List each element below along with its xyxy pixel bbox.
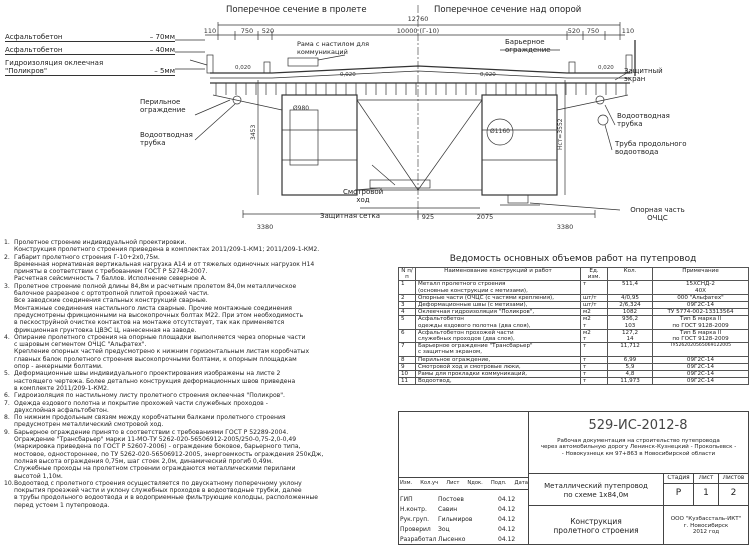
cell-name: Водоотвод, — [416, 378, 581, 385]
table-row — [399, 329, 749, 342]
note-number: 4. — [4, 333, 10, 341]
dim-bottom-4: 2075 — [476, 213, 494, 221]
note-item — [4, 254, 396, 283]
cell-name: Опорные части (ОЧЦС (с частями крепления), — [416, 294, 581, 301]
cell-unit: т — [581, 378, 608, 385]
column-header: Наименование конструкций и работ — [416, 268, 581, 281]
label-bearing: Опорная часть ОЧЦС — [630, 206, 685, 222]
note-text: По нижним продольным связям между коробчатыми балками пролетного строения предусмотрен металлический смотровой ход. — [14, 414, 286, 429]
person-name: Зоц — [438, 526, 450, 533]
cell-note: 09Г2С-14 — [653, 356, 749, 363]
sheets-value: 2 — [730, 488, 737, 498]
note-text: Одежда ездового полотна и покрытие прохожей части служебных проходов - двухслойная асфальтобетон. — [14, 399, 268, 414]
note-item — [4, 334, 396, 370]
table-header-row — [399, 268, 749, 281]
layer-value: – 70мм — [149, 33, 175, 41]
dim-top-1: 110 — [203, 27, 217, 35]
dim-height-1: 3453 — [250, 124, 257, 140]
cell-name: Металл пролетного строения (основные конструкции с метизами), — [416, 281, 581, 294]
cell-note: Тип Б марка II по ГОСТ 9128-2009 — [653, 329, 749, 342]
cell-qty: 4/0,95 — [608, 294, 653, 301]
sign-date: 04.12 — [498, 506, 516, 513]
volumes-table — [398, 267, 749, 385]
cell-note: 09Г2С-14 — [653, 378, 749, 385]
dim-bottom-1: 3380 — [256, 223, 274, 231]
layer-value: – 40мм — [149, 46, 175, 54]
cell-n: 10 — [399, 371, 416, 378]
note-item — [4, 480, 396, 509]
label-barrier: Барьерное ограждение — [505, 38, 551, 54]
cell-unit: т — [581, 356, 608, 363]
label-long-pipe: Труба продольного водоотвода — [615, 140, 687, 156]
general-notes — [4, 239, 396, 509]
cell-note: 15ХСНД-2 40Х — [653, 281, 749, 294]
signature-row — [400, 505, 528, 515]
note-number: 8. — [4, 414, 10, 422]
cell-qty: 936,2 103 — [608, 316, 653, 329]
signature-rows — [400, 495, 528, 545]
slope-1: 0,020 — [235, 65, 251, 71]
slope-4: 0,020 — [598, 65, 614, 71]
layer-value: – 5мм — [154, 67, 175, 75]
cell-note: ТУ 5774-002-13313564 — [653, 309, 749, 316]
cell-n: 1 — [399, 281, 416, 294]
slope-2: 0,020 — [340, 72, 356, 78]
table-row — [399, 343, 749, 356]
role: Проверил — [400, 526, 431, 533]
label-screen: Защитный экран — [624, 67, 663, 83]
note-text: Пролетное строение полной длины 84,8м и расчетным пролетом 84,0м металлическое балочное разрезное с ортотропной плитой проезжей части. Все заводские соединения стальных конструкций сварные. Монтажные соединения настильного листа сварные. Прочие монтажные соединения предусмотрены фрикционными на высокопрочных болтах М22. При этом необходимость в пескоструйной очистке контактов на монтаже отсутствует, так как применяется фрикционная грунтовка ЦВЭС Ц, нанесенная на заводе. — [14, 282, 304, 334]
cell-unit: т — [581, 281, 608, 294]
cell-name: Смотровой ход и смотровые люки, — [416, 363, 581, 370]
note-text: Барьерное ограждение принято в соответствии с требованиями ГОСТ Р 52289-2004. Ограждение "Трансбарьер" марки 11-МО-ТУ 5262-020-56506912-2005/250-0,75-2,0-0,49 (маркировка приведена по ГОСТ Р 52607-2006) - ограждение боковое, барьерного типа, мостовое, одностороннее, по ТУ 5262-020-56506912-2005, энергоемкость ограждения 250кДж, полная высота ограждения 0,75м, шаг стоек 2,0м, динамический прогиб 0,49м. Служебные проходы на пролетном строении ограждаются металлическими перилами высотой 1,10м. — [14, 428, 324, 480]
layer-name: Асфальтобетон — [5, 46, 63, 54]
note-number: 10. — [4, 479, 14, 487]
cell-name: Асфальтобетон одежды ездового полотна (два слоя), — [416, 316, 581, 329]
cell-note: 09Г2С-14 — [653, 371, 749, 378]
cell-unit: м2 — [581, 309, 608, 316]
sheet-title: Конструкция пролетного строения — [553, 517, 639, 535]
slope-3: 0,020 — [480, 72, 496, 78]
sheets-label: Листов — [722, 475, 745, 481]
note-item — [4, 414, 396, 429]
col-list: Лист — [446, 480, 460, 486]
person-name: Постоев — [438, 496, 464, 503]
label-drain-pipe-right: Водоотводная трубка — [617, 112, 670, 128]
person-name: Гильмиров — [438, 516, 473, 523]
table-row — [399, 356, 749, 363]
cell-unit: м2 т — [581, 329, 608, 342]
cell-qty: 6,99 — [608, 356, 653, 363]
note-item — [4, 392, 396, 399]
cell-qty: 4,8 — [608, 371, 653, 378]
label-inspection: Смотровой ход — [343, 188, 384, 204]
cell-qty: 511,4 — [608, 281, 653, 294]
title-support: Поперечное сечение над опорой — [434, 5, 582, 15]
organization: ООО "Кузбассталь-ИКТ" г. Новосибирск 2012 год — [670, 516, 742, 536]
dim-top-6: 750 — [586, 27, 600, 35]
col-podp: Подп. — [490, 480, 507, 486]
dim-bottom-3: 925 — [421, 213, 435, 221]
note-text: Пролетное строение индивидуальной проектировки. Конструкция пролетного строения приведена в комплектах 2011/209-1-КМ1; 2011/209-1-КМ2. — [14, 239, 320, 254]
project-description: Рабочая документация на строительство путепровода через автомобильную дорогу Ленинск-Кузнецкий - Прокопьевск - - Новокузнецк км 97+863 в Новосибирской области — [540, 438, 737, 457]
cell-name: Барьерное ограждение "Трансбарьер" с защитным экраном, — [416, 343, 581, 356]
sign-date: 04.12 — [498, 496, 516, 503]
note-number: 9. — [4, 428, 10, 436]
cell-unit: шт/т — [581, 302, 608, 309]
dim-top-7: 110 — [621, 27, 635, 35]
stage-value: Р — [675, 488, 682, 498]
cell-qty: 11,712 — [608, 343, 653, 356]
cell-unit: т — [581, 371, 608, 378]
note-item — [4, 283, 396, 334]
signature-row — [400, 525, 528, 535]
role: ГИП — [400, 496, 413, 503]
cell-note: Тип Б марка II по ГОСТ 9128-2009 — [653, 316, 749, 329]
stage-label: Стадия — [667, 475, 690, 481]
cell-name: Асфальтобетон прохожей части служебных проходов (два слоя), — [416, 329, 581, 342]
person-name: Савин — [438, 506, 458, 513]
overall-dim: 12760 — [407, 15, 429, 23]
col-koluch: Кол.уч — [420, 480, 439, 486]
sign-date: 04.12 — [498, 536, 516, 543]
note-item — [4, 239, 396, 254]
layers-legend — [5, 33, 175, 76]
table-row — [399, 294, 749, 301]
sheet-label: Лист — [698, 475, 714, 481]
signature-row — [400, 535, 528, 545]
note-number: 5. — [4, 370, 10, 378]
layer-row — [5, 33, 175, 42]
cell-n: 11 — [399, 378, 416, 385]
cell-qty: 5,9 — [608, 363, 653, 370]
note-item — [4, 400, 396, 415]
note-text: Деформационные швы индивидуального проектирования изображены на листе 2 настоящего чертежа. Более детально конструкция деформационных швов приведена в комплекте 2011/209-1-КМ2. — [14, 370, 296, 392]
column-header: Примечание — [653, 268, 749, 281]
layer-row — [5, 59, 175, 76]
person-name: Лысенко — [438, 536, 466, 543]
note-number: 6. — [4, 392, 10, 400]
cell-note: 000 "Альфатех" — [653, 294, 749, 301]
cell-unit: м2 т — [581, 316, 608, 329]
cell-qty: 1082 — [608, 309, 653, 316]
layer-name: Гидроизоляция оклеечная "Поликров" — [5, 59, 104, 75]
note-text: Габарит пролетного строения Г-10+2х0,75м. Временная нормативная вертикальная нагрузка А14 и от тяжелых одиночных нагрузок Н14 приняты в соответствии с требованием ГОСТ Р 52748-2007. Расчетная сейсмичность 7 баллов. Исполнение северное А. — [14, 253, 315, 283]
dim-bottom-2: 3380 — [556, 223, 574, 231]
col-data: Дата — [514, 480, 528, 486]
cell-n: 7 — [399, 343, 416, 356]
cell-note: 09Г2С-14 — [653, 363, 749, 370]
label-railing: Перильное ограждение — [140, 98, 186, 114]
column-header: Кол. — [608, 268, 653, 281]
table-row — [399, 316, 749, 329]
cell-qty: 127,2 14 — [608, 329, 653, 342]
cell-qty: 2/6,324 — [608, 302, 653, 309]
note-text: Водоотвод с пролетного строения осуществляется по двускатному поперечному уклону покрытия проезжей части и уклону служебных проходов в водоотводные трубки, далее в трубы продольного водоотвода и в водоприемные фильтрующие колодцы, расположенные перед устоем 1 путепровода. — [14, 479, 319, 509]
cell-n: 3 — [399, 302, 416, 309]
note-number: 2. — [4, 253, 10, 261]
cell-n: 5 — [399, 316, 416, 329]
cell-name: Перильное ограждение, — [416, 356, 581, 363]
title-span: Поперечное сечение в пролете — [226, 5, 367, 15]
note-number: 7. — [4, 399, 10, 407]
cell-unit: шт/т — [581, 294, 608, 301]
table-row — [399, 363, 749, 370]
sign-date: 04.12 — [498, 526, 516, 533]
table-row — [399, 281, 749, 294]
cell-n: 4 — [399, 309, 416, 316]
cell-unit: т — [581, 363, 608, 370]
table-row — [399, 371, 749, 378]
column-header: Ед. изм. — [581, 268, 608, 281]
cell-n: 9 — [399, 363, 416, 370]
sign-date: 04.12 — [498, 516, 516, 523]
table-row — [399, 302, 749, 309]
layer-name: Асфальтобетон — [5, 33, 63, 41]
cell-name: Оклеечная гидроизоляция "Поликров", — [416, 309, 581, 316]
table-row — [399, 378, 749, 385]
dim-top-2: 750 — [240, 27, 254, 35]
sheet-value: 1 — [703, 488, 709, 498]
col-izm: Изм. — [400, 480, 413, 486]
object-title: Металлический путепровод по схеме 1х84,0м — [544, 482, 648, 499]
cell-name: Деформационные швы (с метизами), — [416, 302, 581, 309]
note-text: Опирание пролетного строения на опорные площадки выполняется через опорные части с шаровым сегментом ОЧЦС "Альфатех". Крепление опорных частей предусмотрено к нижним горизонтальным листам коробчатых главных балок пролетного строения высокопрочными болтами, к опорным площадкам опор - анкерными болтами. — [14, 333, 310, 371]
cell-note: 09Г2С-14 — [653, 302, 749, 309]
note-number: 3. — [4, 282, 10, 290]
note-text: Гидроизоляция по настильному листу пролетного строения оклеечная "Поликров". — [14, 392, 285, 400]
dim-d2: Ø1160 — [490, 128, 510, 135]
cell-qty: 11,973 — [608, 378, 653, 385]
layer-row — [5, 46, 175, 55]
note-item — [4, 370, 396, 392]
stamp-header-row — [400, 480, 528, 486]
role: Разработал — [400, 536, 437, 543]
col-ndok: Nдок. — [467, 480, 483, 486]
note-item — [4, 429, 396, 480]
drawing-code: 529-ИС-2012-8 — [588, 419, 688, 433]
cell-note: ТУ5262020565069122005 — [653, 343, 749, 356]
cell-n: 8 — [399, 356, 416, 363]
label-rama: Рама с настилом для коммуникаций — [297, 40, 369, 56]
title-block — [398, 411, 749, 545]
dim-top-5: 520 — [567, 27, 581, 35]
volumes-title: Ведомость основных объемов работ на путепровод — [449, 254, 697, 264]
signature-row — [400, 495, 528, 505]
cell-n: 6 — [399, 329, 416, 342]
column-header: N п/п — [399, 268, 416, 281]
role: Рук.груп. — [400, 516, 430, 523]
dim-d1: Ø980 — [292, 105, 310, 112]
dim-top-3: 520 — [261, 27, 275, 35]
label-mesh: Защитная сетка — [320, 212, 381, 220]
signature-row — [400, 515, 528, 525]
cell-name: Рамы для прокладки коммуникаций, — [416, 371, 581, 378]
note-number: 1. — [4, 239, 10, 246]
role: Н.контр. — [400, 506, 427, 513]
table-row — [399, 309, 749, 316]
dim-height-2: Нст=3552 — [557, 118, 564, 150]
label-drain-pipe: Водоотводная трубка — [140, 131, 193, 147]
dim-top-4: 10000 (Г-10) — [396, 27, 440, 35]
cell-n: 2 — [399, 294, 416, 301]
cell-unit: т — [581, 343, 608, 356]
